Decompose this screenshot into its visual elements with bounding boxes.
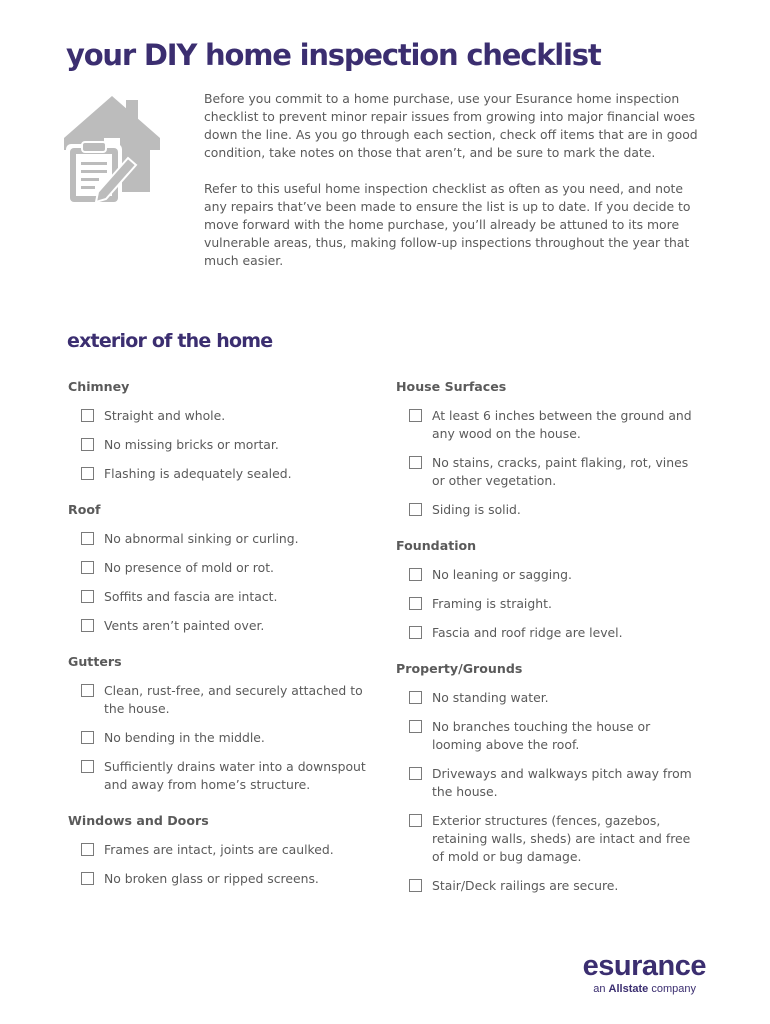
checklist-item xyxy=(396,812,706,866)
checklist-item-label: No broken glass or ripped screens. xyxy=(104,871,319,886)
checklist-group xyxy=(396,537,706,642)
checklist-item xyxy=(68,559,378,577)
checklist-item xyxy=(68,758,378,794)
checkbox[interactable] xyxy=(409,767,422,780)
checklist-item xyxy=(396,765,706,801)
checkbox[interactable] xyxy=(81,409,94,422)
left-column xyxy=(68,378,378,906)
checklist-item-label: Exterior structures (fences, gazebos, retaining walls, sheds) are intact and free of mold or bug damage. xyxy=(432,813,691,864)
checkbox[interactable] xyxy=(81,684,94,697)
intro-paragraph: Refer to this useful home inspection checklist as often as you need, and note any repairs that’ve been made to ensure the list is up to date. If you decide to move forward with the home purchase, you’ll already be attuned to its more vulnerable areas, thus, making follow-up inspections throughout the year that much easier. xyxy=(204,181,691,268)
checkbox[interactable] xyxy=(81,843,94,856)
checklist-item-label: Sufficiently drains water into a downspout and away from home’s structure. xyxy=(104,759,366,792)
checklist-item xyxy=(68,530,378,548)
tagline-brand: Allstate xyxy=(608,983,649,995)
checkbox[interactable] xyxy=(81,619,94,632)
checklist-item-label: No standing water. xyxy=(432,690,549,705)
page-title: your DIY home inspection checklist xyxy=(66,38,601,72)
checklist-item-label: No branches touching the house or looming above the roof. xyxy=(432,719,651,752)
tagline-prefix: an xyxy=(593,983,606,995)
right-column xyxy=(396,378,706,913)
checklist-item-label: Stair/Deck railings are secure. xyxy=(432,878,619,893)
checklist-group xyxy=(68,501,378,635)
checklist-item xyxy=(396,454,706,490)
group-heading: Property/Grounds xyxy=(396,661,523,676)
checkbox[interactable] xyxy=(409,879,422,892)
section-title: exterior of the home xyxy=(67,330,273,352)
checklist-item-label: Framing is straight. xyxy=(432,596,552,611)
checklist-group xyxy=(68,653,378,794)
checkbox[interactable] xyxy=(409,568,422,581)
checklist-item xyxy=(68,588,378,606)
checkbox[interactable] xyxy=(409,409,422,422)
checklist-item-label: Straight and whole. xyxy=(104,408,226,423)
tagline-suffix: company xyxy=(651,983,696,995)
checklist-item xyxy=(68,729,378,747)
checkbox[interactable] xyxy=(81,872,94,885)
checklist-item-label: Driveways and walkways pitch away from the house. xyxy=(432,766,692,799)
checklist-item-label: No stains, cracks, paint flaking, rot, vines or other vegetation. xyxy=(432,455,689,488)
checkbox[interactable] xyxy=(409,626,422,639)
checkbox[interactable] xyxy=(81,731,94,744)
checklist-item xyxy=(68,841,378,859)
checklist-item-label: No missing bricks or mortar. xyxy=(104,437,279,452)
checklist-item-label: No presence of mold or rot. xyxy=(104,560,274,575)
checklist-item-label: Flashing is adequately sealed. xyxy=(104,466,292,481)
checklist-item-label: At least 6 inches between the ground and any wood on the house. xyxy=(432,408,692,441)
checkbox[interactable] xyxy=(81,590,94,603)
checklist-item xyxy=(396,689,706,707)
intro-paragraph: Before you commit to a home purchase, use your Esurance home inspection checklist to prevent minor repair issues from growing into major financial woes down the line. As you go through each section, check off items that are in good condition, take notes on those that aren’t, and be sure to mark the date. xyxy=(204,91,698,160)
checklist-item xyxy=(68,465,378,483)
group-heading: Windows and Doors xyxy=(68,813,209,828)
checklist-item xyxy=(396,407,706,443)
checklist-item xyxy=(68,407,378,425)
checklist-item-label: Clean, rust-free, and securely attached to the house. xyxy=(104,683,363,716)
checklist-item xyxy=(396,566,706,584)
checklist-item-label: Soffits and fascia are intact. xyxy=(104,589,278,604)
checklist-item xyxy=(68,617,378,635)
checklist-group xyxy=(68,378,378,483)
checklist-item xyxy=(396,718,706,754)
checklist-item xyxy=(396,624,706,642)
checklist-item-label: No bending in the middle. xyxy=(104,730,265,745)
checklist-item-label: Frames are intact, joints are caulked. xyxy=(104,842,334,857)
checklist-group xyxy=(68,812,378,888)
checklist-item xyxy=(396,501,706,519)
checklist-group xyxy=(396,378,706,519)
intro-text xyxy=(204,90,704,288)
checkbox[interactable] xyxy=(409,720,422,733)
house-clipboard-icon xyxy=(64,96,160,208)
checklist-item xyxy=(68,436,378,454)
checkbox[interactable] xyxy=(81,467,94,480)
checklist-group xyxy=(396,660,706,895)
checkbox[interactable] xyxy=(81,438,94,451)
checklist-item xyxy=(68,682,378,718)
checklist-item-label: Vents aren’t painted over. xyxy=(104,618,265,633)
checklist-item xyxy=(396,877,706,895)
checkbox[interactable] xyxy=(81,760,94,773)
brand-name: esurance xyxy=(582,950,706,982)
checkbox[interactable] xyxy=(409,814,422,827)
group-heading: House Surfaces xyxy=(396,379,507,394)
checkbox[interactable] xyxy=(409,597,422,610)
checklist-item-label: No abnormal sinking or curling. xyxy=(104,531,299,546)
group-heading: Chimney xyxy=(68,379,130,394)
brand-logo xyxy=(548,950,708,1000)
checkbox[interactable] xyxy=(81,561,94,574)
checkbox[interactable] xyxy=(409,503,422,516)
checklist-item-label: Fascia and roof ridge are level. xyxy=(432,625,623,640)
checklist-item-label: No leaning or sagging. xyxy=(432,567,572,582)
group-heading: Gutters xyxy=(68,654,122,669)
checkbox[interactable] xyxy=(409,456,422,469)
checkbox[interactable] xyxy=(81,532,94,545)
checklist-item-label: Siding is solid. xyxy=(432,502,521,517)
checklist-item xyxy=(396,595,706,613)
checklist-item xyxy=(68,870,378,888)
checkbox[interactable] xyxy=(409,691,422,704)
group-heading: Foundation xyxy=(396,538,477,553)
brand-tagline xyxy=(593,983,696,995)
group-heading: Roof xyxy=(68,502,101,517)
